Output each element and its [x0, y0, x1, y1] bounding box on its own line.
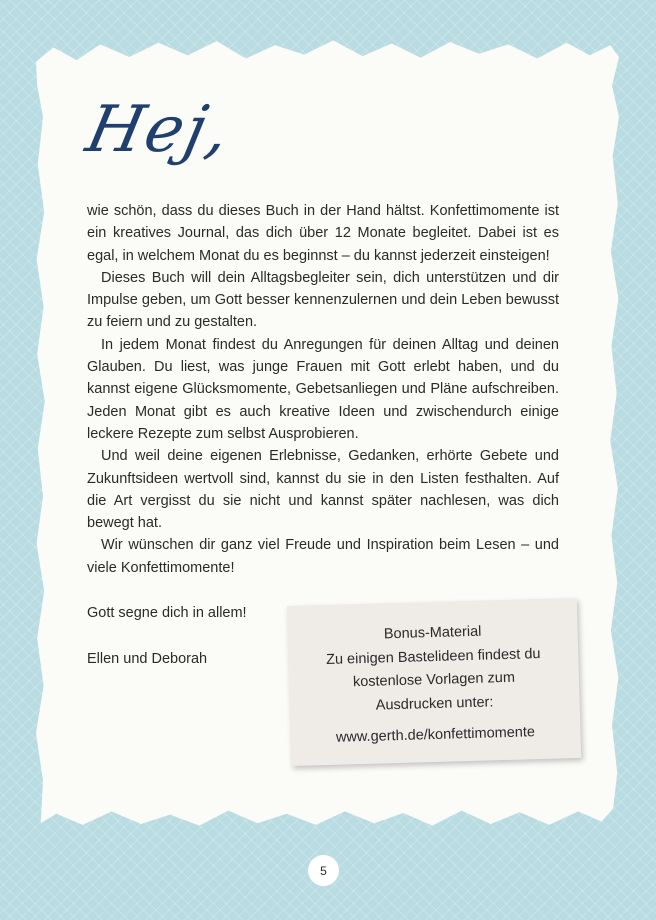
paragraph-intro: wie schön, dass du dieses Buch in der Hand hältst. Konfettimomente ist ein kreatives Journal, das dich über 12 Monate begleitet. Dabei ist es egal, in welchem Monat du es beginnst – du kannst jederzeit einsteigen!: [87, 203, 559, 264]
blessing-line: Gott segne dich in allem!: [87, 605, 247, 621]
greeting-heading: Hej,: [80, 93, 238, 167]
bonus-line-3: Ausdrucken unter:: [375, 693, 494, 714]
paragraph-wishes: Wir wünschen dir ganz viel Freude und Inspiration beim Lesen – und viele Konfettimomente!: [87, 537, 559, 576]
author-signature: Ellen und Deborah: [87, 651, 208, 667]
bonus-title: Bonus-Material: [383, 623, 482, 643]
paragraph-monthly: In jedem Monat findest du Anregungen für deinen Alltag und deinen Glauben. Du liest, was junge Frauen mit Gott erlebt haben, und du kannst eigene Glücksmomente, Gebetsanliegen und Pläne aufschreiben. Jeden Monat gibt es auch kreative Ideen und zwischendurch einige leckere Rezepte zum selbst Ausprobieren.: [87, 336, 559, 442]
bonus-line-1: Zu einigen Bastelideen findest du: [325, 645, 541, 668]
bonus-material-card: [287, 598, 581, 766]
paragraph-companion: Dieses Buch will dein Alltagsbegleiter sein, dich unterstützen und dir Impulse geben, um Gott besser kennenzulernen und dein Leben bewusst zu feiern und zu gestalten.: [87, 269, 559, 331]
bonus-line-2: kostenlose Vorlagen zum: [352, 669, 516, 691]
letter-body: [87, 200, 559, 579]
bonus-url: www.gerth.de/konfettimomente: [335, 724, 536, 746]
page-number: 5: [308, 855, 339, 886]
paragraph-lists: Und weil deine eigenen Erlebnisse, Gedanken, erhörte Gebete und Zukunftsideen wertvoll sind, kannst du sie in den Listen festhalten. Auf die Art vergisst du sie nicht und kannst später nachlesen, was dich bewegt hat.: [87, 448, 559, 532]
